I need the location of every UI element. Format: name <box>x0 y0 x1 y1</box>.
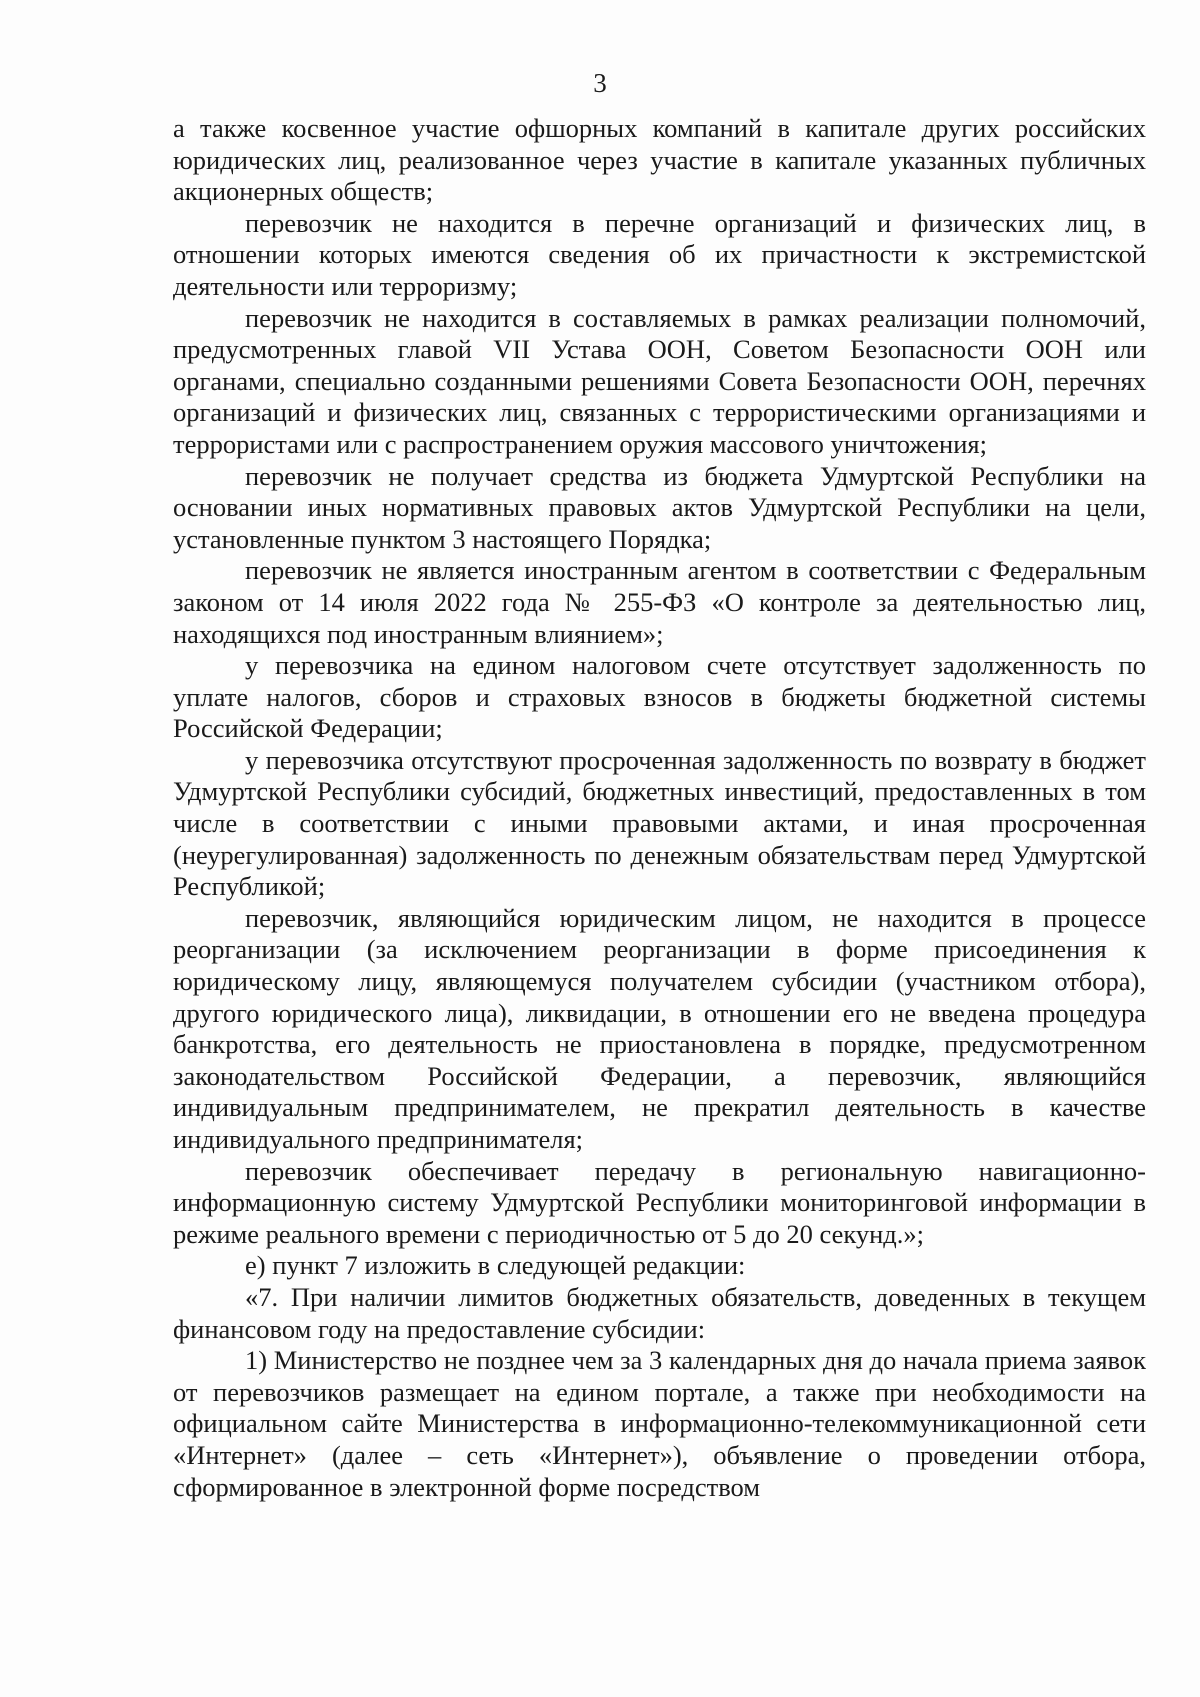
paragraph-1: а также косвенное участие офшорных компаний в капитале других российских юридических лиц, реализованное через участие в капитале указанных публичных акционерных обществ; <box>173 113 1146 207</box>
paragraph-10: е) пункт 7 изложить в следующей редакции: <box>245 1250 746 1281</box>
paragraph-5: перевозчик не является иностранным агентом в соответствии с Федеральным законом от 14 июля 2022 года № 255-ФЗ «О контроле за деятельностью лиц, находящихся под иностранным влиянием»; <box>173 555 1146 649</box>
document-body <box>173 113 1146 1503</box>
paragraph-6: у перевозчика на едином налоговом счете отсутствует задолженность по уплате налогов, сборов и страховых взносов в бюджеты бюджетной системы Российской Федерации; <box>173 650 1146 744</box>
paragraph-8: перевозчик, являющийся юридическим лицом, не находится в процессе реорганизации (за исключением реорганизации в форме присоединения к юридическому лицу, являющемуся получателем субсидии (участником отбора), другого юридического лица), ликвидации, в отношении его не введена процедура банкротства, его деятельность не приостановлена в порядке, предусмотренном законодательством Российской Федерации, а перевозчик, являющийся индивидуальным предпринимателем, не прекратил деятельность в качестве индивидуального предпринимателя; <box>173 902 1146 1154</box>
paragraph-11: «7. При наличии лимитов бюджетных обязательств, доведенных в текущем финансовом году на предоставление субсидии: <box>173 1281 1146 1344</box>
paragraph-3: перевозчик не находится в составляемых в рамках реализации полномочий, предусмотренных главой VII Устава ООН, Советом Безопасности ООН или органами, специально созданными решениями Совета Безопасности ООН, перечнях организаций и физических лиц, связанных с террористическими организациями и террористами или с распространением оружия массового уничтожения; <box>173 302 1146 459</box>
paragraph-4: перевозчик не получает средства из бюджета Удмуртской Республики на основании иных нормативных правовых актов Удмуртской Республики на цели, установленные пунктом 3 настоящего Порядка; <box>173 460 1146 554</box>
paragraph-7: у перевозчика отсутствуют просроченная задолженность по возврату в бюджет Удмуртской Республики субсидий, бюджетных инвестиций, предоставленных в том числе в соответствии с иными правовыми актами, и иная просроченная (неурегулированная) задолженность по денежным обязательствам перед Удмуртской Республикой; <box>173 744 1146 902</box>
paragraph-2: перевозчик не находится в перечне организаций и физических лиц, в отношении которых имеются сведения об их причастности к экстремистской деятельности или терроризму; <box>173 207 1146 301</box>
paragraph-9: перевозчик обеспечивает передачу в региональную навигационно-информационную систему Удмуртской Республики мониторинговой информации в режиме реального времени с периодичностью от 5 до 20 секунд.»; <box>173 1155 1146 1249</box>
paragraph-12: 1) Министерство не позднее чем за 3 календарных дня до начала приема заявок от перевозчиков размещает на едином портале, а также при необходимости на официальном сайте Министерства в информационно-телекоммуникационной сети «Интернет» (далее – сеть «Интернет»), объявление о проведении отбора, сформированное в электронной форме посредством <box>173 1345 1146 1502</box>
page-number: 3 <box>593 68 607 98</box>
